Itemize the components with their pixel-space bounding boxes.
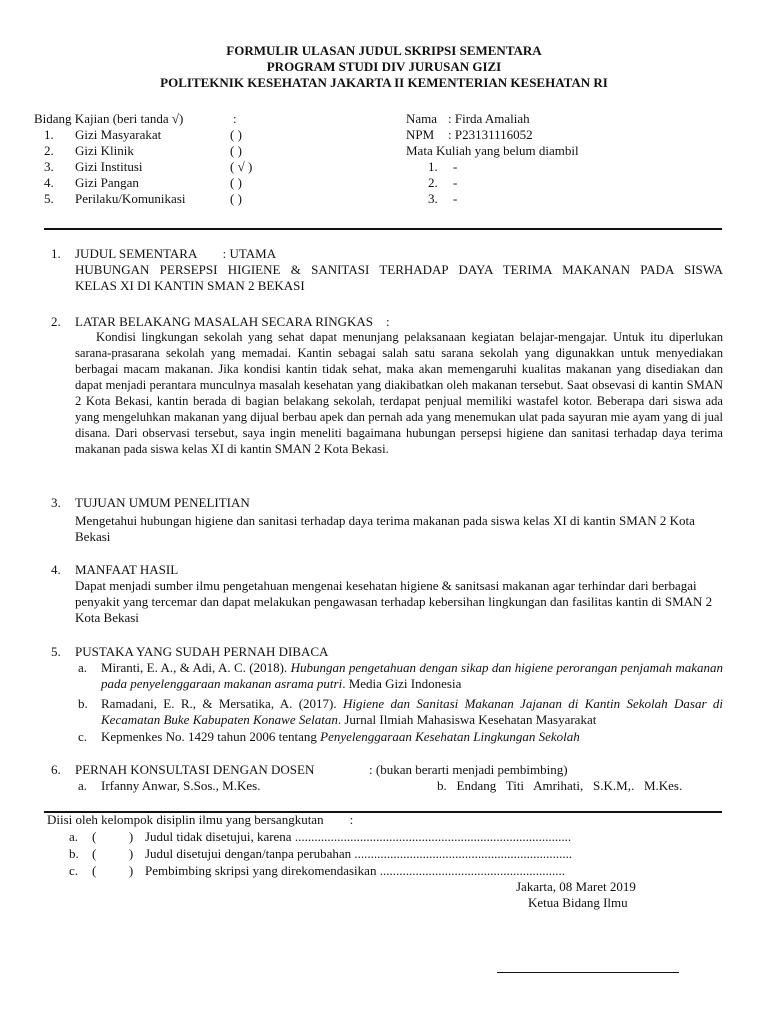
section-number: 2.: [51, 314, 61, 329]
mata-kuliah-value: -: [453, 191, 458, 206]
npm-value: : P23131116052: [448, 127, 533, 142]
ref-title: Higiene dan Sanitasi Makanan Jajanan di Kantin Sekolah Dasar di Kecamatan Buke Kabupaten Konawe Selatan: [101, 696, 723, 727]
section-title-pustaka: PUSTAKA YANG SUDAH PERNAH DIBACA: [75, 644, 329, 659]
reference-item: [101, 696, 723, 728]
bidang-num: 2.: [44, 143, 54, 158]
section-title-konsultasi: PERNAH KONSULTASI DENGAN DOSEN: [75, 762, 315, 777]
ref-title: Penyelenggaraan Kesehatan Lingkungan Sekolah: [320, 729, 580, 744]
section-number: 6.: [51, 762, 61, 777]
divider: [44, 228, 722, 230]
npm-label: NPM: [406, 127, 435, 142]
nama-value: : Firda Amaliah: [448, 111, 530, 126]
judul-line-2: KELAS XI DI KANTIN SMAN 2 BEKASI: [75, 278, 305, 293]
option-tidak-disetujui: Judul tidak disetujui, karena .....................................................................................: [145, 829, 572, 844]
bidang-item-gizi-klinik: Gizi Klinik: [75, 143, 134, 158]
option-checkbox-pembimbing[interactable]: ( ): [92, 863, 134, 878]
ref-source: . Jurnal Ilmiah Mahasiswa Kesehatan Masyarakat: [337, 712, 597, 727]
section-title-latar-belakang: LATAR BELAKANG MASALAH SECARA RINGKAS :: [75, 314, 390, 329]
checkbox-gizi-masyarakat[interactable]: ( ): [230, 127, 242, 142]
place-date: Jakarta, 08 Maret 2019: [516, 879, 636, 894]
form-title: FORMULIR ULASAN JUDUL SKRIPSI SEMENTARA: [226, 43, 542, 58]
mata-kuliah-value: -: [453, 175, 458, 190]
bidang-label: Bidang Kajian (beri tanda √): [34, 111, 184, 126]
ref-letter: c.: [78, 729, 88, 744]
section-number: 3.: [51, 495, 61, 510]
ref-authors: Ramadani, E. R., & Mersatika, A. (2017).: [101, 696, 343, 711]
option-letter: b.: [69, 846, 79, 861]
ref-authors: Miranti, E. A., & Adi, A. C. (2018).: [101, 660, 291, 675]
konsultasi-note: : (bukan berarti menjadi pembimbing): [369, 762, 568, 777]
section-number: 4.: [51, 562, 61, 577]
dosen-b-name: b. Endang Titi Amrihati, S.K.M,. M.Kes.: [437, 778, 683, 793]
ref-letter: b.: [78, 696, 88, 711]
checkbox-gizi-pangan[interactable]: ( ): [230, 175, 242, 190]
nama-label: Nama: [406, 111, 438, 126]
judul-line-1: HUBUNGAN PERSEPSI HIGIENE & SANITASI TERHADAP DAYA TERIMA MAKANAN PADA SISWA: [75, 262, 723, 277]
reference-item: [101, 660, 723, 692]
section-number: 5.: [51, 644, 61, 659]
mata-kuliah-num: 1.: [428, 159, 438, 174]
ref-title: Hubungan pengetahuan dengan sikap dan higiene perorangan penjamah makanan pada penyelenggaraan makanan asrama putri: [101, 660, 723, 691]
dosen-letter: a.: [78, 778, 88, 793]
option-letter: c.: [69, 863, 79, 878]
bidang-item-gizi-institusi: Gizi Institusi: [75, 159, 143, 174]
manfaat-text: Dapat menjadi sumber ilmu pengetahuan mengenai kesehatan higiene & sanitsasi makanan agar terhindar dari berbagai penyakit yang tercemar dan dapat melakukan pengawasan terhadap kebersihan lingkungan dan fasilitas kantin di SMAN 2 Kota Bekasi: [75, 578, 713, 625]
option-disetujui: Judul disetujui dengan/tanpa perubahan ...................................................................: [145, 846, 573, 861]
section-title-judul: JUDUL SEMENTARA : UTAMA: [75, 246, 277, 261]
signature-line: [497, 972, 679, 973]
reference-item: [101, 729, 723, 745]
bidang-num: 4.: [44, 175, 54, 190]
bidang-colon: :: [233, 111, 237, 126]
option-letter: a.: [69, 829, 79, 844]
ref-letter: a.: [78, 660, 88, 675]
checkbox-gizi-klinik[interactable]: ( ): [230, 143, 242, 158]
bidang-item-perilaku-komunikasi: Perilaku/Komunikasi: [75, 191, 186, 206]
institution-title: POLITEKNIK KESEHATAN JAKARTA II KEMENTERIAN KESEHATAN RI: [160, 75, 608, 90]
program-title: PROGRAM STUDI DIV JURUSAN GIZI: [266, 59, 502, 74]
checkbox-gizi-institusi[interactable]: ( √ ): [230, 159, 253, 174]
ref-source: . Media Gizi Indonesia: [342, 676, 462, 691]
section-title-manfaat: MANFAAT HASIL: [75, 562, 179, 577]
signature-role: Ketua Bidang Ilmu: [528, 895, 628, 910]
bidang-num: 3.: [44, 159, 54, 174]
section-title-tujuan: TUJUAN UMUM PENELITIAN: [75, 495, 250, 510]
mata-kuliah-num: 2.: [428, 175, 438, 190]
option-checkbox-disetujui[interactable]: ( ): [92, 846, 134, 861]
bidang-item-gizi-pangan: Gizi Pangan: [75, 175, 139, 190]
bidang-num: 1.: [44, 127, 54, 142]
dosen-a-name: Irfanny Anwar, S.Sos., M.Kes.: [101, 778, 261, 793]
mata-kuliah-label: Mata Kuliah yang belum diambil: [406, 143, 579, 158]
checkbox-perilaku-komunikasi[interactable]: ( ): [230, 191, 242, 206]
bidang-num: 5.: [44, 191, 54, 206]
option-checkbox-tidak-disetujui[interactable]: ( ): [92, 829, 134, 844]
ref-authors: Kepmenkes No. 1429 tahun 2006 tentang: [101, 729, 321, 744]
latar-belakang-text: Kondisi lingkungan sekolah yang sehat dapat menunjang pelaksanaan kegiatan belajar-mengajar. Untuk itu diperlukan sarana-prasarana sekolah yang memadai. Kantin sebagai salah satu sarana sekolah yang digunakkan untuk menyediakan berbagai macam makanan. Jika kondisi kantin tidak sehat, maka akan memengaruhi kualitas makanan yang disediakan dan dapat menjadi perantara munculnya masalah kesehatan yang diakibatkan oleh makanan tersebut. Saat obsevasi di kantin SMAN 2 Kota Bekasi, kantin berada di bagian belakang sekolah, terdapat penjual memiliki wastafel kotor. Beberapa dari siswa ada yang mengeluhkan makanan yang dijual berbau apek dan pernah ada yang menemukan ulat pada sayuran mie ayam yang di jual disana. Dari observasi tersebut, saya ingin meneliti bagaimana hubungan persepsi higiene dan sanitasi terhadap daya terima makanan pada siswa kelas XI di kantin SMAN 2 Kota Bekasi.: [75, 330, 723, 456]
mata-kuliah-num: 3.: [428, 191, 438, 206]
tujuan-text: Mengetahui hubungan higiene dan sanitasi terhadap daya terima makanan pada siswa kelas XI di kantin SMAN 2 Kota Bekasi: [75, 513, 695, 544]
diisi-label: Diisi oleh kelompok disiplin ilmu yang bersangkutan :: [47, 812, 354, 827]
bidang-item-gizi-masyarakat: Gizi Masyarakat: [75, 127, 162, 142]
option-pembimbing: Pembimbing skripsi yang direkomendasikan .........................................................: [145, 863, 565, 878]
section-number: 1.: [51, 246, 61, 261]
mata-kuliah-value: -: [453, 159, 458, 174]
